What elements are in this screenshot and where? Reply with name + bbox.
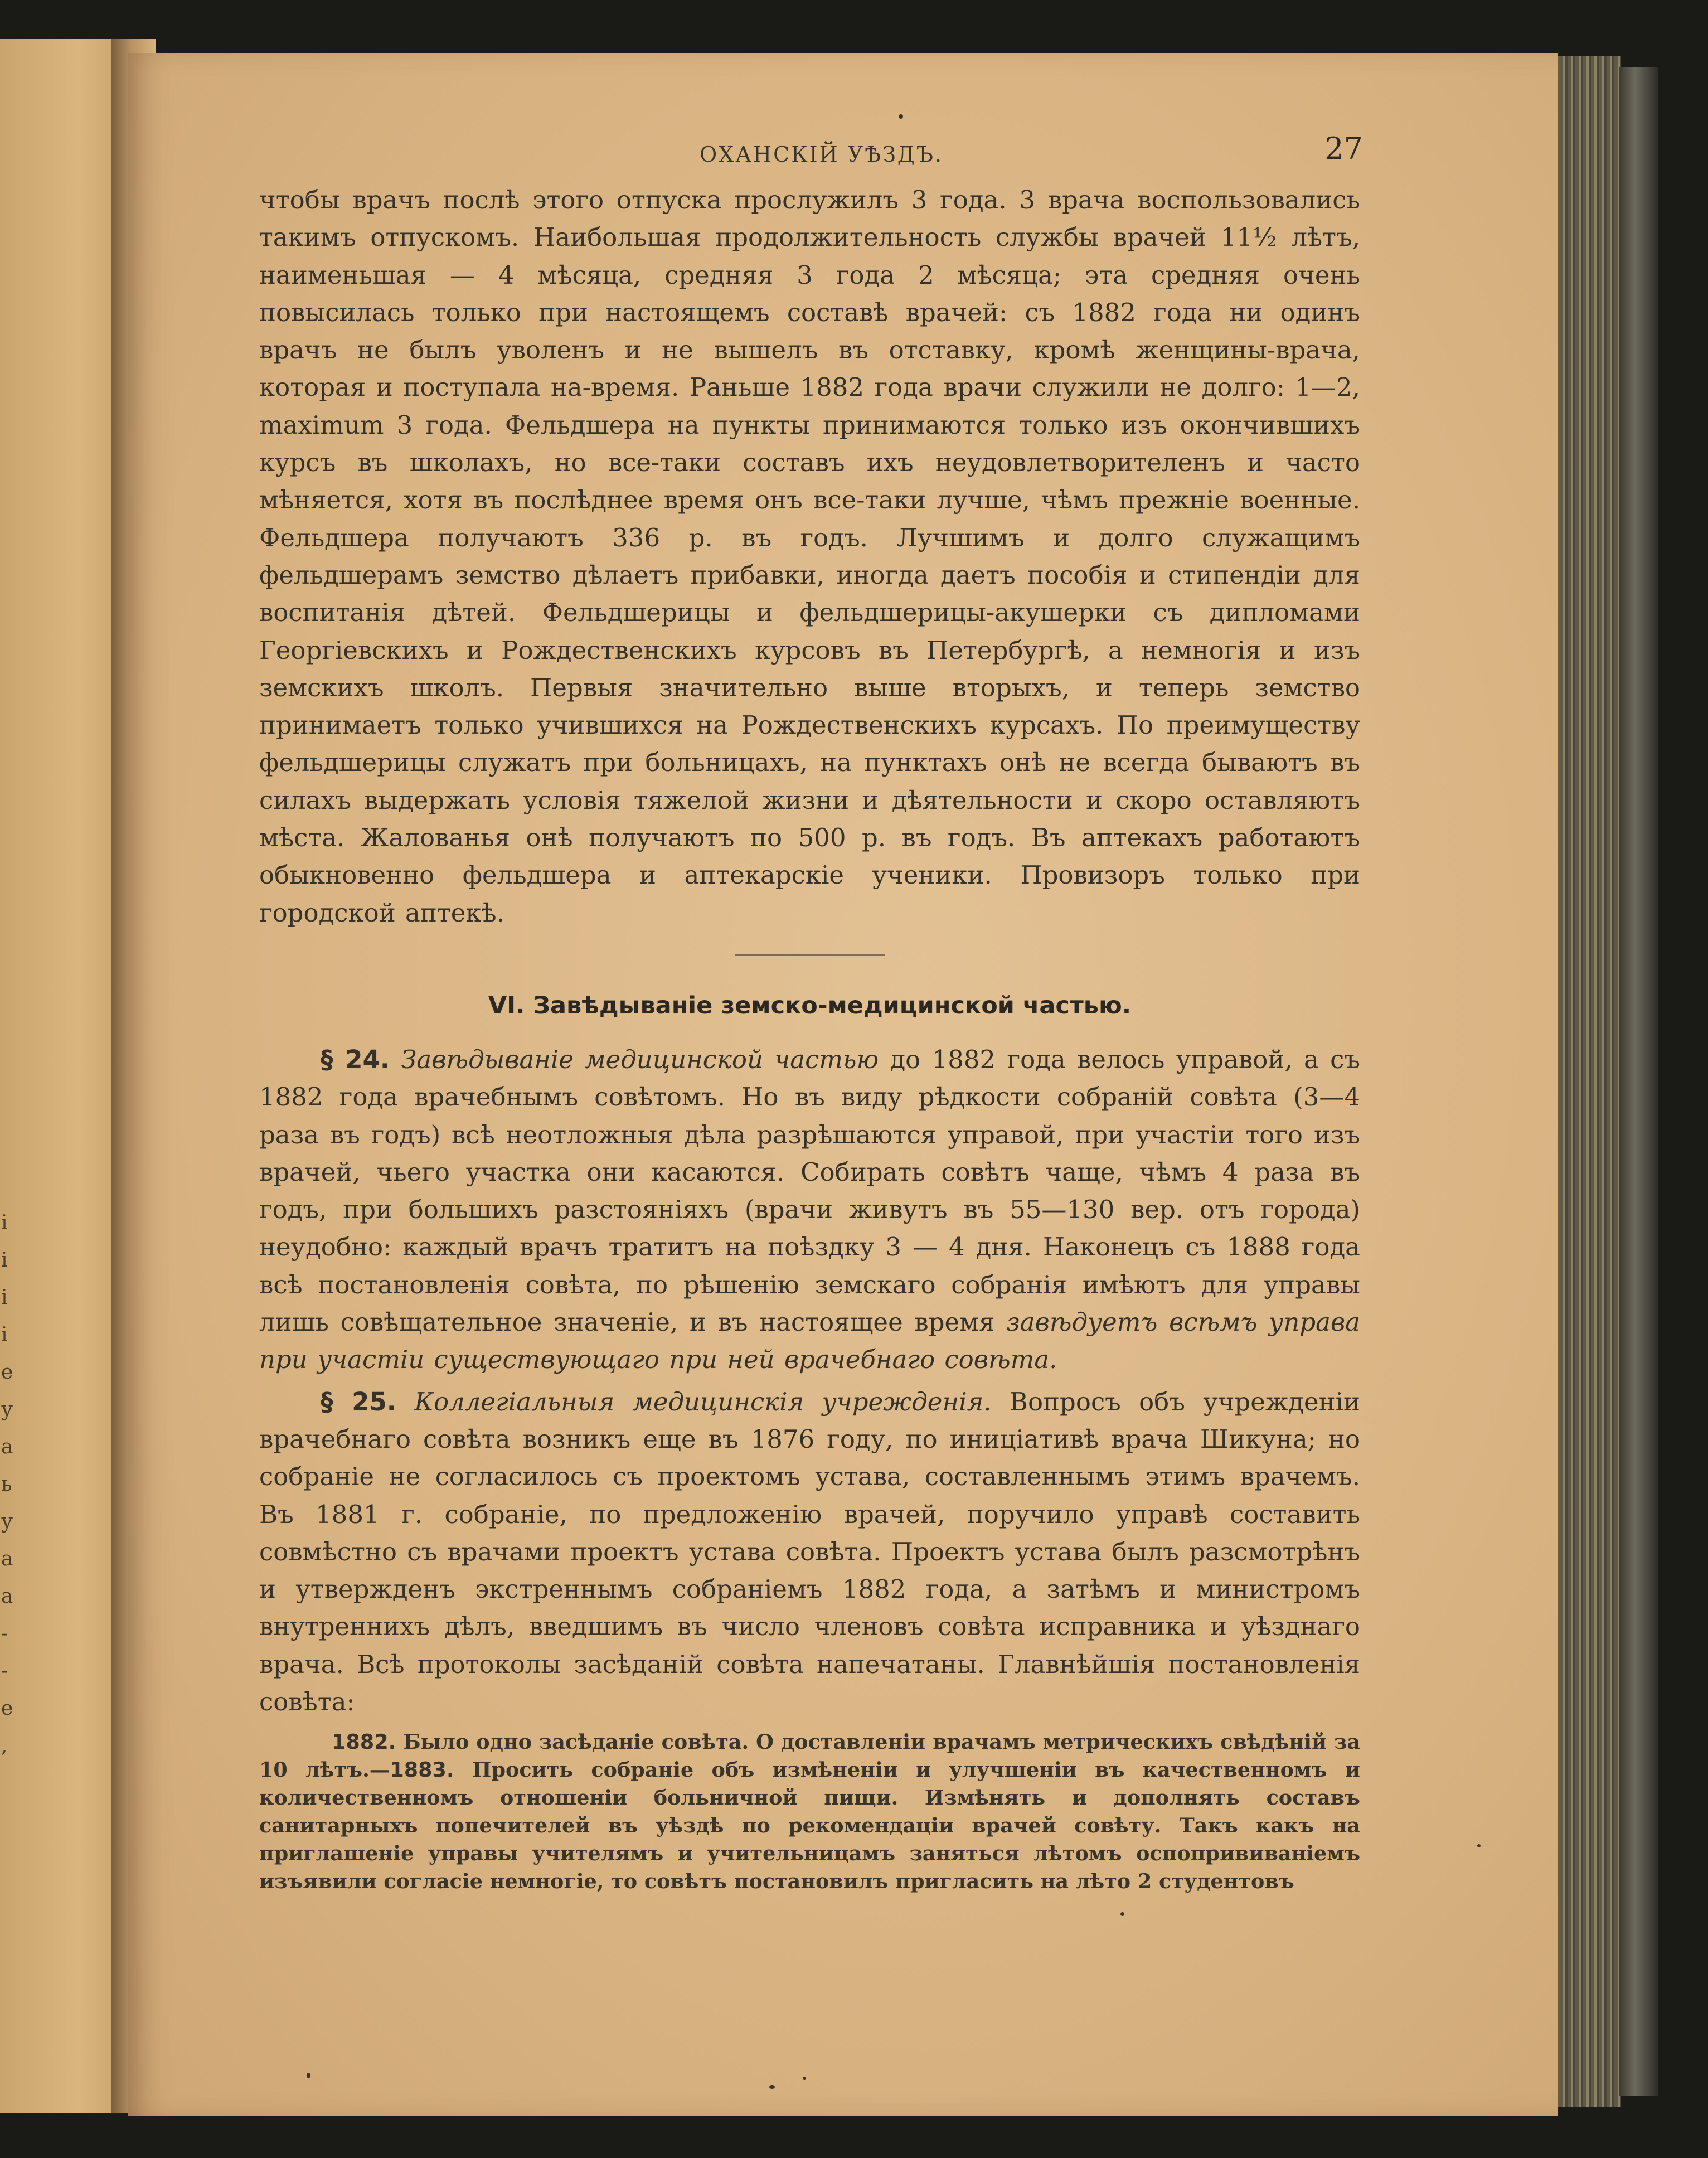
left-page-letter: і <box>1 1286 8 1309</box>
minutes-year-1883: 1883. <box>390 1758 454 1782</box>
ink-speck <box>1120 1912 1124 1916</box>
paragraph-24-body: до 1882 года велось управой, а съ 1882 года врачебнымъ совѣтомъ. Но въ виду рѣдкости собраній совѣта (3—4 раза въ годъ) всѣ неотложныя дѣла разрѣшаются управой, при участіи того изъ врачей, чьего участка они касаются. Собирать совѣтъ чаще, чѣмъ 4 раза въ годъ, при большихъ разстояніяхъ (врачи живутъ въ 55—130 вер. отъ города) неудобно: каждый врачъ тратитъ на поѣздку 3 — 4 дня. Наконецъ съ 1888 года всѣ постановленія совѣта, по рѣшенію земскаго собранія имѣютъ для управы лишь совѣщательное значеніе, и въ настоящее время <box>259 1044 1361 1337</box>
paragraph-24-number: § 24. <box>321 1044 390 1074</box>
left-page-letter: а <box>1 1585 13 1608</box>
paragraph-25-title: Коллегіальныя медицинскія учрежденія. <box>414 1386 992 1417</box>
page-number: 27 <box>1324 131 1363 166</box>
left-page-letter: у <box>1 1398 13 1421</box>
text-block <box>259 131 1363 1895</box>
left-page-letter: , <box>1 1734 8 1757</box>
minutes-text-1883: Просить собраніе объ измѣненіи и улучшеніи въ качественномъ и количественномъ отношеніи больничной пищи. Измѣнять и дополнять составъ санитарныхъ попечителей въ уѣздѣ по рекомендаціи врачей совѣту. Такъ какъ на приглашеніе управы учителямъ и учительницамъ заняться лѣтомъ оспопрививаніемъ изъявили согласіе немногіе, то совѣтъ постановилъ пригласить на лѣто 2 студентовъ <box>259 1758 1360 1894</box>
paragraph-24 <box>259 1041 1360 1379</box>
left-page-letter: - <box>1 1660 8 1682</box>
ink-speck <box>803 2077 806 2080</box>
left-page-letter: а <box>1 1548 13 1570</box>
minutes-year-1882: 1882. <box>332 1730 396 1754</box>
left-page-letter: е <box>1 1361 13 1384</box>
left-page-fragment <box>1 1204 18 1764</box>
intro-paragraph: чтобы врачъ послѣ этого отпуска прослужилъ 3 года. 3 врача воспользовались такимъ отпускомъ. Наибольшая продолжительность службы врачей 11½ лѣтъ, наименьшая — 4 мѣсяца, средняя 3 года 2 мѣсяца; эта средняя очень повысилась только при настоящемъ составѣ врачей: съ 1882 года ни одинъ врачъ не былъ уволенъ и не вышелъ въ отставку, кромѣ женщины-врача, которая и поступала на-время. Раньше 1882 года врачи служили не долго: 1—2, maximum 3 года. Фельдшера на пункты принимаются только изъ окончившихъ курсъ въ школахъ, но все-таки составъ ихъ неудовлетворителенъ и часто мѣняется, хотя въ послѣднее время онъ все-таки лучше, чѣмъ прежніе военные. Фельдшера получаютъ 336 р. въ годъ. Лучшимъ и долго служащимъ фельдшерамъ земство дѣлаетъ прибавки, иногда даетъ пособія и стипендіи для воспитанія дѣтей. Фельдшерицы и фельдшерицы-акушерки съ дипломами Георгіевскихъ и Рождественскихъ курсовъ въ Петербургѣ, а немногія и изъ земскихъ школъ. Первыя значительно выше вторыхъ, и теперь земство принимаетъ только учившихся на Рождественскихъ курсахъ. По преимуществу фельдшерицы служатъ при больницахъ, на пунктахъ онѣ не всегда бываютъ въ силахъ выдержать условія тяжелой жизни и дѣятельности и скоро оставляютъ мѣста. Жалованья онѣ получаютъ по 500 р. въ годъ. Въ аптекахъ работаютъ обыкновенно фельдшера и аптекарскіе ученики. Провизоръ только при городской аптекѣ. <box>259 185 1360 928</box>
left-page-letter: і <box>1 1249 8 1272</box>
paragraph-25 <box>259 1383 1360 1721</box>
page-edges <box>1558 56 1621 2107</box>
ink-speck <box>769 2085 775 2089</box>
left-page-letter: ь <box>1 1473 12 1496</box>
ink-speck <box>307 2073 310 2078</box>
left-page-letter: і <box>1 1323 8 1346</box>
book-cover <box>1619 67 1658 2096</box>
ink-speck <box>1477 1844 1481 1847</box>
left-page-letter: а <box>1 1436 13 1458</box>
paragraph-25-body: Вопросъ объ учрежденіи врачебнаго совѣта возникъ еще въ 1876 году, по иниціативѣ врача Шикуна; но собраніе не согласилось съ проектомъ устава, составленнымъ этимъ врачемъ. Въ 1881 г. собраніе, по предложенію врачей, поручило управѣ составить совмѣстно съ врачами проектъ устава совѣта. Проектъ устава былъ разсмотрѣнъ и утвержденъ экстреннымъ собраніемъ 1882 года, а затѣмъ и министромъ внутреннихъ дѣлъ, введшимъ въ число членовъ совѣта исправника и уѣзднаго врача. Всѣ протоколы засѣданій совѣта напечатаны. Главнѣйшія постановленія совѣта: <box>259 1386 1360 1716</box>
left-page-letter: - <box>1 1622 8 1645</box>
left-page-letter: у <box>1 1510 13 1533</box>
ink-speck <box>899 114 903 119</box>
section-divider <box>735 954 885 956</box>
minutes-text-1882: Было одно засѣданіе совѣта. О доставленіи врачамъ метрическихъ свѣдѣній за 10 лѣтъ.— <box>259 1730 1360 1782</box>
paragraph-25-number: § 25. <box>321 1386 396 1417</box>
page-header <box>259 131 1363 181</box>
paragraph-24-italic-tail: завѣдуетъ всѣмъ управа при участіи существующаго при ней врачебнаго совѣта. <box>259 1307 1360 1375</box>
council-minutes <box>259 1728 1360 1895</box>
left-page-letter: і <box>1 1211 8 1234</box>
paragraph-24-title: Завѣдываніе медицинской частью <box>401 1044 879 1074</box>
running-head: ОХАНСКІЙ УѢЗДЪ. <box>700 142 944 167</box>
section-heading: VI. Завѣдываніе земско-медицинской частью. <box>488 991 1132 1020</box>
left-page-letter: е <box>1 1697 13 1720</box>
